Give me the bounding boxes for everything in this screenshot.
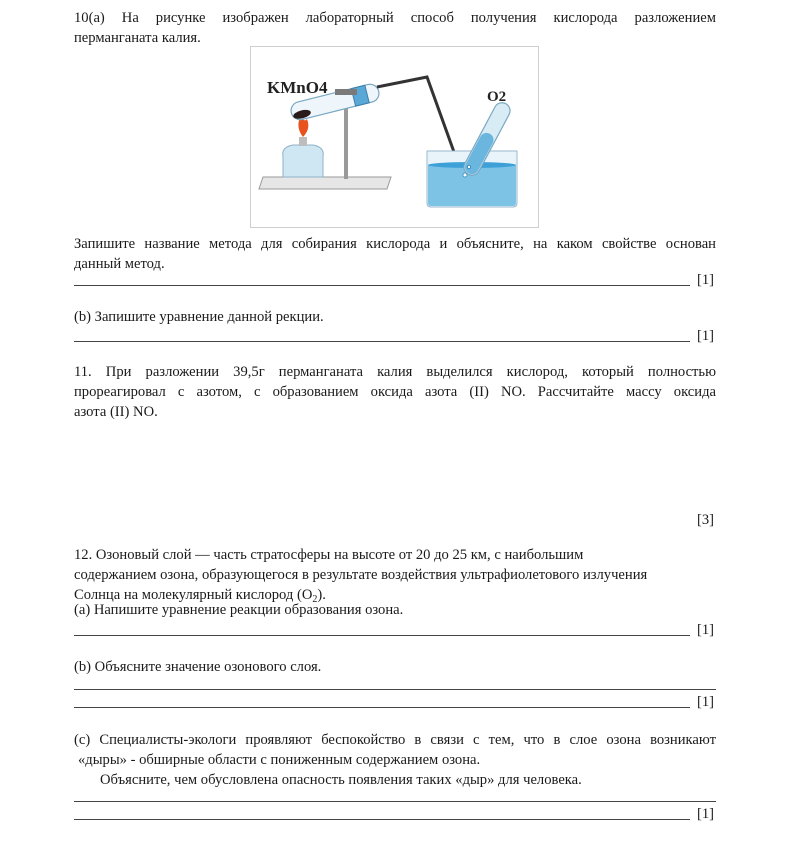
q11-text [74,362,716,422]
q10-intro-line-2: перманганата калия. [74,30,201,46]
q10-intro-line-1: 10(а) На рисунке изображен лабораторный способ получения кислорода разложением [74,10,716,26]
q10-mark: [1] [696,272,714,288]
stand-clamp [335,89,357,95]
bubble [467,165,470,168]
q10b-answer-line[interactable] [74,326,716,346]
q10-answer-line[interactable] [74,270,716,290]
q12a-mark: [1] [696,622,714,638]
q11-mark: [3] [696,512,714,528]
q12-line-1: 12. Озоновый слой — часть стратосферы на высоте от 20 до 25 км, с наибольшим [74,547,584,563]
q11-line-3: азота (II) NO. [74,404,158,420]
q10-task [74,234,716,274]
q12c-line-1: (c) Специалисты-экологи проявляют беспокойство в связи с тем, что в слое озона возникают [74,732,716,748]
lamp-wick-holder [299,137,307,146]
q11-line-1: 11. При разложении 39,5г перманганата калия выделился кислород, который полностью [74,364,716,380]
bubble [463,173,467,177]
q10b-text: (b) Запишите уравнение данной рекции. [74,309,324,325]
q10-intro [74,8,716,48]
q12-line-2: содержанием озона, образующегося в результате воздействия ультрафиолетового излучения [74,567,648,583]
q10-task-line-2: данный метод. [74,256,165,272]
q12c-text [74,730,716,790]
lab-apparatus-figure [250,46,539,228]
q10b-mark: [1] [696,328,714,344]
q11-mark-row [74,510,716,530]
q12c-line-2: «дыры» - обширные области с пониженным содержанием озона. [78,752,481,768]
stand-base [259,177,391,189]
q12c-task: Объясните, чем обусловлена опасность появления таких «дыр» для человека. [100,772,582,788]
kmno4-label: KMnO4 [267,78,328,97]
q12b-answer-line-2[interactable] [74,692,716,712]
q12b-text: (b) Объясните значение озонового слоя. [74,659,322,675]
lab-apparatus-drawing [251,47,538,227]
spirit-lamp [283,145,324,177]
o2-label: O2 [487,89,507,105]
q12c-mark: [1] [696,806,714,822]
q12b-mark: [1] [696,694,714,710]
q12-line-3: Солнца на молекулярный кислород $(O_2)$. [74,587,326,605]
q12a-answer-line[interactable] [74,620,716,640]
q10-task-line-1: Запишите название метода для собирания кислорода и объясните, на каком свойстве основан [74,236,716,252]
q12c-answer-line-2[interactable] [74,804,716,824]
q12c-answer-line-1[interactable] [74,786,716,806]
q12b-answer-line-1[interactable] [74,674,716,694]
q12a-text: (a) Напишите уравнение реакции образования озона. [74,602,404,618]
q11-line-2: прореагировал с азотом, с образованием оксида азота (II) NO. Рассчитайте массу оксида [74,384,716,400]
